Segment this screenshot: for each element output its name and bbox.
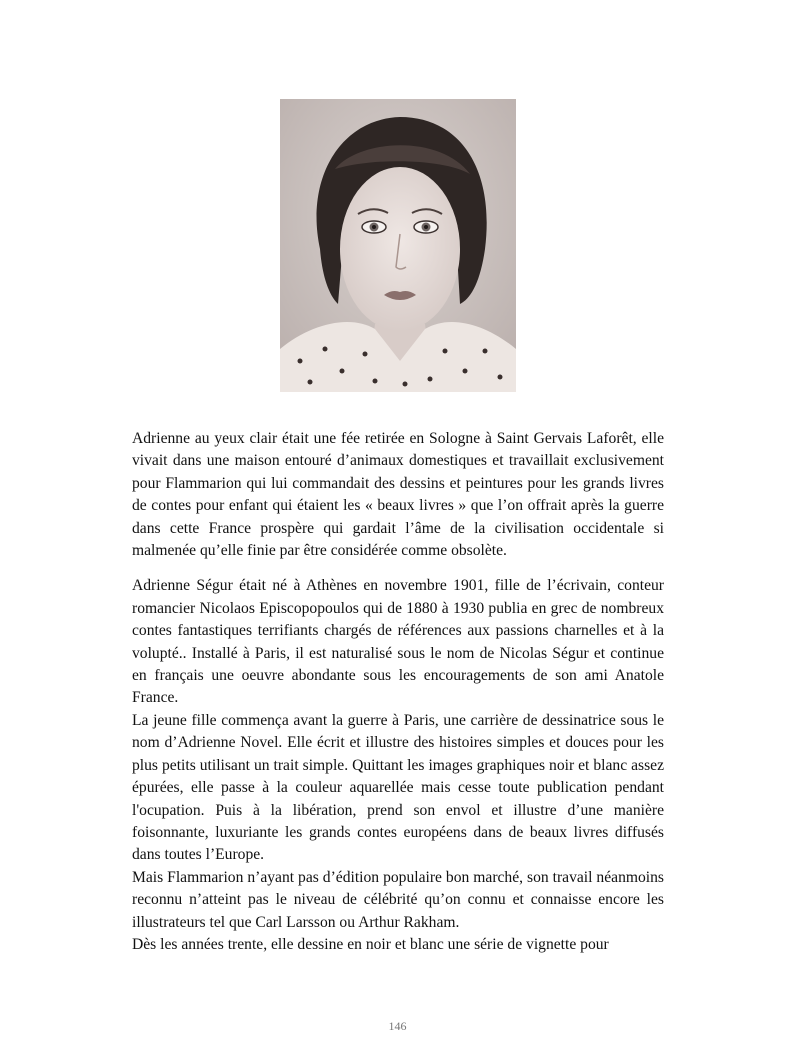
portrait-photo (280, 99, 516, 392)
paragraph-1: Adrienne au yeux clair était une fée retirée en Sologne à Saint Gervais Laforêt, elle vivait dans une maison entouré d’animaux domestiques et travaillait exclusivement pour Flammarion qui lui commandait des dessins et peintures pour les grands livres de contes pour enfant qui étaient les « beaux livres » que l’on offrait après la guerre dans cette France prospère qui gardait l’âme de la civilisation occidentale si malmenée qu’elle finie par être considérée comme obsolète. (132, 430, 664, 560)
portrait-illustration (280, 99, 516, 392)
page-number: 146 (388, 1019, 407, 1033)
paragraph-2: Adrienne Ségur était né à Athènes en novembre 1901, fille de l’écrivain, conteur romancier Nicolaos Episcopopoulos qui de 1880 à 1930 publia en grec de nombreux contes fantastiques terrifiants chargés de références aux passions charnelles et à la volupté.. Installé à Paris, il est naturalisé sous le nom de Nicolas Ségur et continue en français une oeuvre abondante sous les encouragements de son ami Anatole France. (132, 577, 664, 707)
paragraph-4: Mais Flammarion n’ayant pas d’édition populaire bon marché, son travail néanmoins reconnu n’atteint pas le niveau de célébrité qu’on connu et connaisse encore les illustrateurs tel que Carl Larsson ou Arthur Rakham. (132, 868, 664, 931)
paragraph-3: La jeune fille commença avant la guerre à Paris, une carrière de dessinatrice sous le nom d’Adrienne Novel. Elle écrit et illustre des histoires simples et douces pour les plus petits utilisant un trait simple. Quittant les images graphiques noir et blanc assez épurées, elle passe à la couleur aquarellée mais cesse toute publication pendant l'ocupation. Puis à la libération, prend son envol et illustre d’une manière foisonnante, luxuriante les grands contes européens dans de beaux livres diffusés dans toutes l’Europe. (132, 711, 664, 864)
paragraph-5: Dès les années trente, elle dessine en noir et blanc une série de vignette pour (132, 935, 609, 953)
body-text (132, 428, 664, 956)
